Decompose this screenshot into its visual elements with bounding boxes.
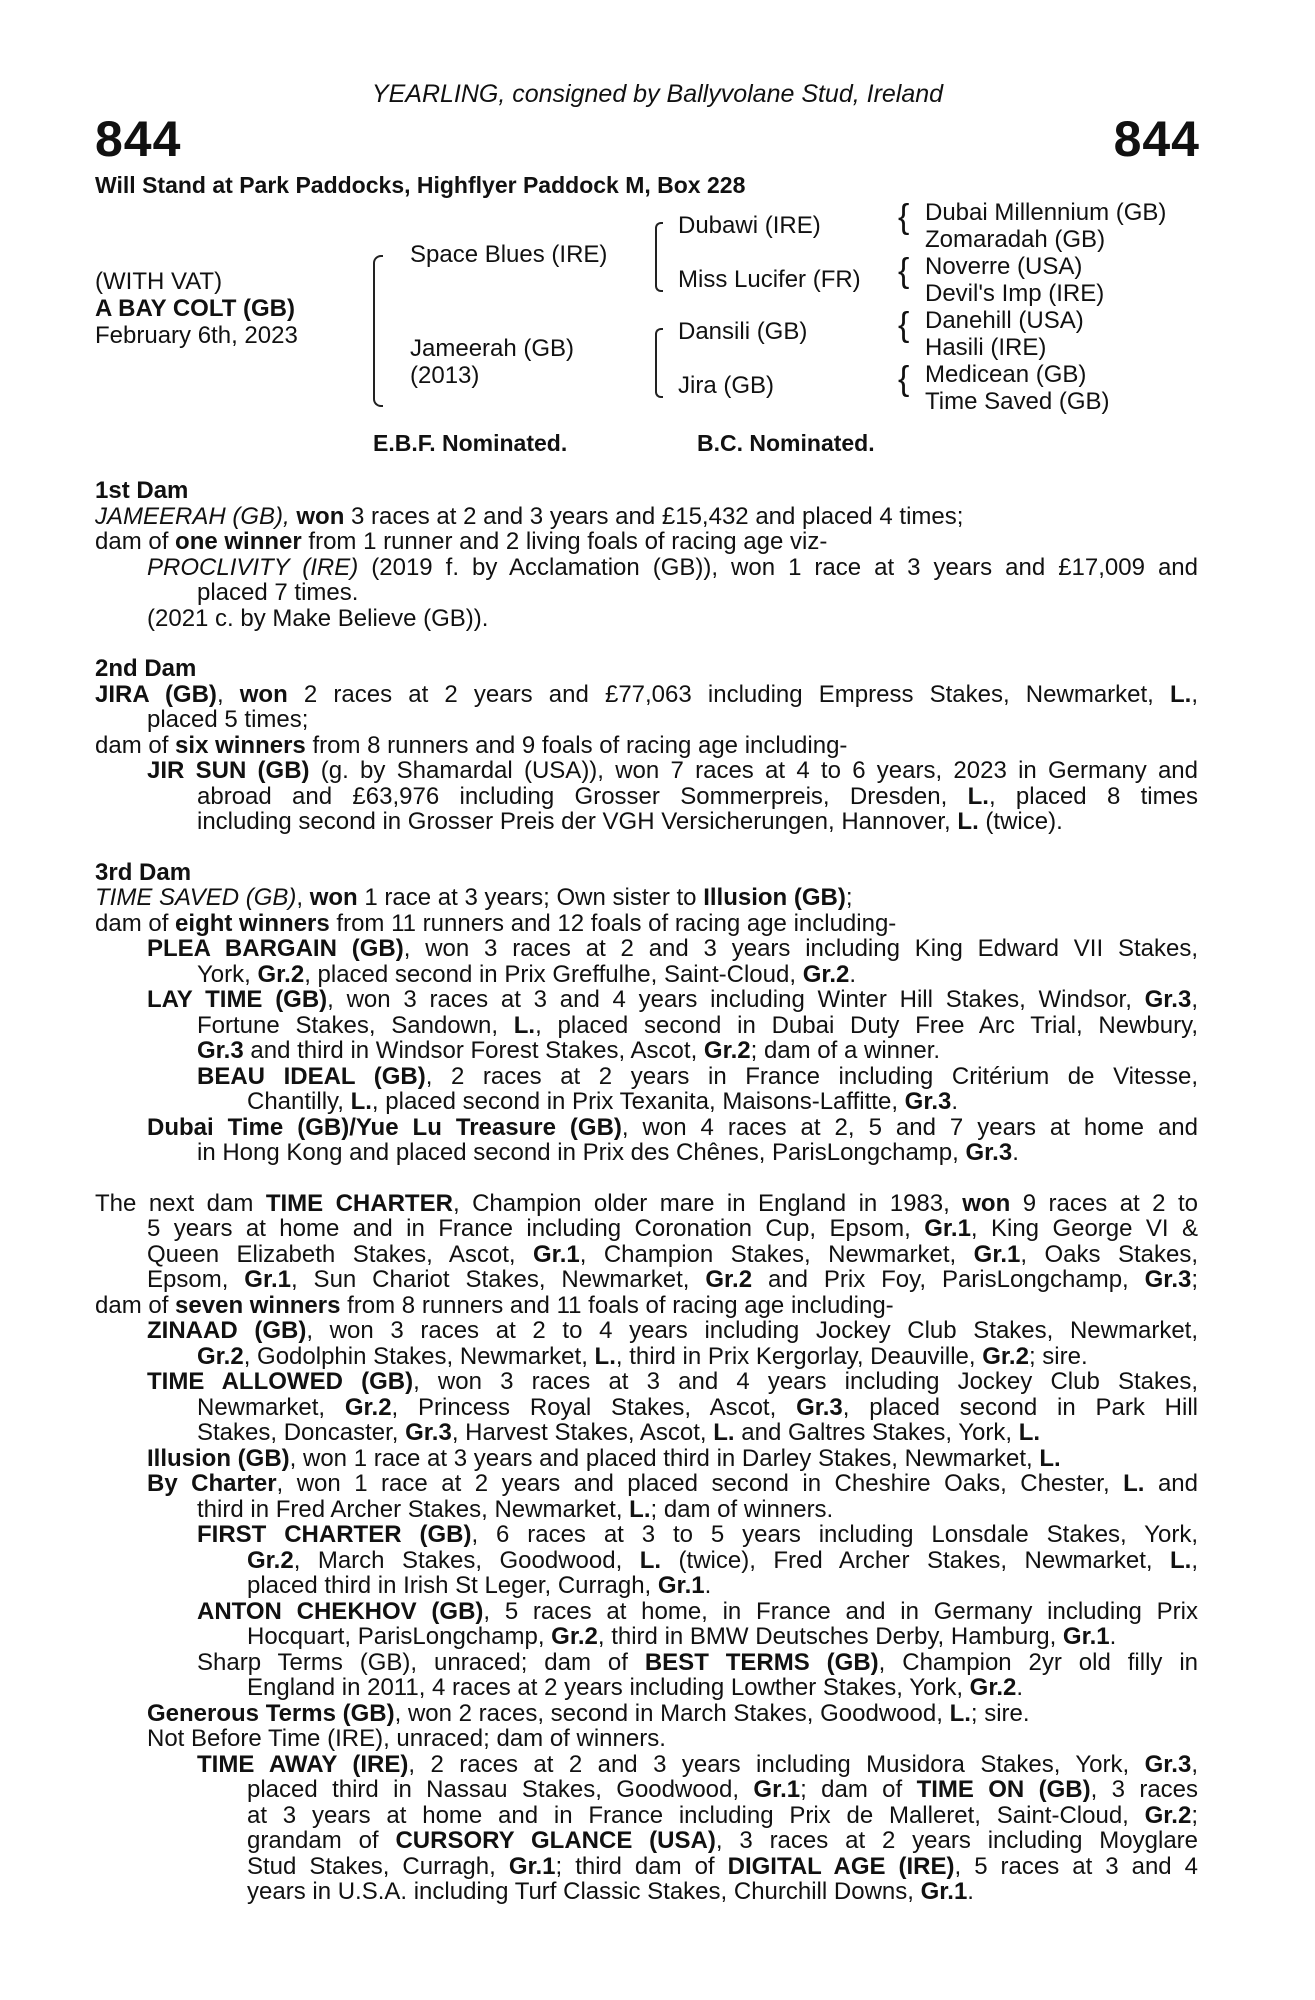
dam-bracket <box>655 328 663 398</box>
next-dam-line: The next dam TIME CHARTER, Champion older mare in England in 1983, won 9 races at 2 to <box>95 1189 1198 1217</box>
first-charter-entry-3: placed third in Irish St Leger, Curragh, Gr.1. <box>247 1572 712 1599</box>
zinaad-entry: ZINAAD (GB), won 3 races at 2 to 4 years including Jockey Club Stakes, Newmarket, <box>147 1317 1198 1344</box>
lot-number-left: 844 <box>95 111 182 167</box>
by-charter-entry: By Charter, won 1 race at 2 years and placed second in Cheshire Oaks, Chester, L. and <box>147 1470 1198 1497</box>
sire-name: Space Blues (IRE) <box>410 241 608 268</box>
first-charter-entry: FIRST CHARTER (GB), 6 races at 3 to 5 years including Lonsdale Stakes, York, <box>197 1521 1198 1548</box>
sharp-terms-entry-2: England in 2011, 4 races at 2 years including Lowther Stakes, York, Gr.2. <box>247 1674 1024 1701</box>
time-away-entry-6: years in U.S.A. including Turf Classic Stakes, Churchill Downs, Gr.1. <box>247 1878 974 1905</box>
second-dam-heading: 2nd Dam <box>95 655 197 682</box>
third-dam-line: TIME SAVED (GB), won 1 race at 3 years; Own sister to Illusion (GB); <box>95 884 853 911</box>
plea-bargain-entry-2: York, Gr.2, placed second in Prix Greffulhe, Saint-Cloud, Gr.2. <box>197 960 857 988</box>
generous-terms-entry: Generous Terms (GB), won 2 races, second in March Stakes, Goodwood, L.; sire. <box>147 1699 1030 1727</box>
jir-sun-entry-2: abroad and £63,976 including Grosser Sommerpreis, Dresden, L., placed 8 times <box>197 782 1198 810</box>
ancestor-7: Medicean (GB) <box>925 361 1087 388</box>
sire-sire: Dubawi (IRE) <box>678 212 821 239</box>
second-dam-line: JIRA (GB), won 2 races at 2 years and £77,063 including Empress Stakes, Newmarket, L., <box>95 680 1198 708</box>
ancestor-5: Danehill (USA) <box>925 307 1084 334</box>
brace-3: { <box>898 306 910 344</box>
vat-label: (WITH VAT) <box>95 268 223 295</box>
third-dam-produce: dam of eight winners from 11 runners and 12 foals of racing age including- <box>95 909 897 937</box>
next-dam-produce: dam of seven winners from 8 runners and 11 foals of racing age including- <box>95 1291 894 1319</box>
time-away-entry-4: grandam of CURSORY GLANCE (USA), 3 races at 2 years including Moyglare <box>247 1827 1199 1854</box>
dam-dam: Jira (GB) <box>678 372 774 399</box>
proclivity-entry-cont: placed 7 times. <box>197 579 359 606</box>
sire-dam: Miss Lucifer (FR) <box>678 266 861 293</box>
brace-1: { <box>898 198 910 236</box>
dubai-time-entry: Dubai Time (GB)/Yue Lu Treasure (GB), won 4 races at 2, 5 and 7 years at home and <box>147 1113 1198 1141</box>
sharp-terms-entry: Sharp Terms (GB), unraced; dam of BEST TERMS (GB), Champion 2yr old filly in <box>197 1648 1198 1676</box>
proclivity-entry: PROCLIVITY (IRE) (2019 f. by Acclamation (GB)), won 1 race at 3 years and £17,009 and <box>147 553 1198 581</box>
zinaad-entry-2: Gr.2, Godolphin Stakes, Newmarket, L., third in Prix Kergorlay, Deauville, Gr.2; sire. <box>197 1342 1088 1370</box>
time-away-entry-5: Stud Stakes, Curragh, Gr.1; third dam of DIGITAL AGE (IRE), 5 races at 3 and 4 <box>247 1852 1199 1880</box>
next-dam-line-2: 5 years at home and in France including Coronation Cup, Epsom, Gr.1, King George VI & <box>147 1215 1198 1242</box>
ebf-nominated: E.B.F. Nominated. <box>373 430 568 456</box>
anton-chekhov-entry: ANTON CHEKHOV (GB), 5 races at home, in France and in Germany including Prix <box>197 1597 1198 1625</box>
foaling-date: February 6th, 2023 <box>95 322 298 349</box>
dam-year: (2013) <box>410 362 480 389</box>
jir-sun-entry: JIR SUN (GB) (g. by Shamardal (USA)), won 7 races at 4 to 6 years, 2023 in Germany and <box>147 757 1198 784</box>
consignor-line: YEARLING, consigned by Ballyvolane Stud, Ireland <box>371 80 944 108</box>
bc-nominated: B.C. Nominated. <box>697 430 875 456</box>
first-dam-line: JAMEERAH (GB), won 3 races at 2 and 3 years and £15,432 and placed 4 times; <box>95 502 964 530</box>
next-dam-line-3: Queen Elizabeth Stakes, Ascot, Gr.1, Champion Stakes, Newmarket, Gr.1, Oaks Stakes, <box>147 1240 1199 1268</box>
ancestor-2: Zomaradah (GB) <box>925 226 1106 253</box>
lay-time-entry-2: Fortune Stakes, Sandown, L., placed second in Dubai Duty Free Arc Trial, Newbury, <box>197 1011 1198 1039</box>
ancestor-6: Hasili (IRE) <box>925 334 1047 361</box>
ancestor-8: Time Saved (GB) <box>925 388 1110 415</box>
by-charter-entry-2: third in Fred Archer Stakes, Newmarket, L.; dam of winners. <box>197 1495 834 1523</box>
beau-ideal-entry: BEAU IDEAL (GB), 2 races at 2 years in France including Critérium de Vitesse, <box>197 1062 1199 1090</box>
stable-location: Will Stand at Park Paddocks, Highflyer Paddock M, Box 228 <box>95 172 746 198</box>
third-dam-heading: 3rd Dam <box>95 858 192 886</box>
anton-chekhov-entry-2: Hocquart, ParisLongchamp, Gr.2, third in BMW Deutsches Derby, Hamburg, Gr.1. <box>247 1623 1117 1650</box>
first-charter-entry-2: Gr.2, March Stakes, Goodwood, L. (twice), Fred Archer Stakes, Newmarket, L., <box>247 1546 1198 1574</box>
catalogue-body <box>95 478 1198 1905</box>
plea-bargain-entry: PLEA BARGAIN (GB), won 3 races at 2 and 3 years including King Edward VII Stakes, <box>147 935 1198 962</box>
not-before-time-entry: Not Before Time (IRE), unraced; dam of winners. <box>147 1725 666 1752</box>
beau-ideal-entry-2: Chantilly, L., placed second in Prix Texanita, Maisons-Laffitte, Gr.3. <box>247 1088 959 1115</box>
sire-bracket <box>655 222 663 292</box>
second-dam-produce: dam of six winners from 8 runners and 9 foals of racing age including- <box>95 731 848 759</box>
colt-2021-entry: (2021 c. by Make Believe (GB)). <box>147 604 489 632</box>
ancestor-3: Noverre (USA) <box>925 253 1083 280</box>
time-away-entry-2: placed third in Nassau Stakes, Goodwood, Gr.1; dam of TIME ON (GB), 3 races <box>247 1776 1199 1803</box>
time-away-entry-3: at 3 years at home and in France including Prix de Malleret, Saint-Cloud, Gr.2; <box>247 1801 1198 1829</box>
dam-sire: Dansili (GB) <box>678 318 808 345</box>
brace-2: { <box>898 252 910 290</box>
first-dam-produce: dam of one winner from 1 runner and 2 living foals of racing age viz- <box>95 528 828 555</box>
next-dam-line-4: Epsom, Gr.1, Sun Chariot Stakes, Newmarket, Gr.2 and Prix Foy, ParisLongchamp, Gr.3; <box>147 1266 1199 1293</box>
jir-sun-entry-3: including second in Grosser Preis der VGH Versicherungen, Hannover, L. (twice). <box>197 808 1063 835</box>
ancestor-4: Devil's Imp (IRE) <box>925 280 1105 307</box>
lay-time-entry-3: Gr.3 and third in Windsor Forest Stakes, Ascot, Gr.2; dam of a winner. <box>197 1037 941 1064</box>
lay-time-entry: LAY TIME (GB), won 3 races at 3 and 4 years including Winter Hill Stakes, Windsor, Gr.3, <box>147 986 1198 1013</box>
time-allowed-entry-3: Stakes, Doncaster, Gr.3, Harvest Stakes, Ascot, L. and Galtres Stakes, York, L. <box>197 1419 1041 1446</box>
time-allowed-entry: TIME ALLOWED (GB), won 3 races at 3 and 4 years including Jockey Club Stakes, <box>147 1368 1198 1395</box>
horse-name: A BAY COLT (GB) <box>95 295 296 322</box>
dubai-time-entry-2: in Hong Kong and placed second in Prix des Chênes, ParisLongchamp, Gr.3. <box>197 1139 1019 1166</box>
brace-4: { <box>898 360 910 398</box>
time-allowed-entry-2: Newmarket, Gr.2, Princess Royal Stakes, Ascot, Gr.3, placed second in Park Hill <box>197 1393 1198 1421</box>
illusion-entry: Illusion (GB), won 1 race at 3 years and placed third in Darley Stakes, Newmarket, L. <box>147 1444 1061 1472</box>
ancestor-1: Dubai Millennium (GB) <box>925 199 1167 226</box>
lot-number-right: 844 <box>1113 111 1200 167</box>
time-away-entry: TIME AWAY (IRE), 2 races at 2 and 3 years including Musidora Stakes, York, Gr.3, <box>197 1750 1198 1778</box>
first-dam-heading: 1st Dam <box>95 477 189 504</box>
dam-name: Jameerah (GB) <box>410 335 575 362</box>
second-dam-placed: placed 5 times; <box>147 706 309 733</box>
pedigree-bracket <box>373 255 383 407</box>
